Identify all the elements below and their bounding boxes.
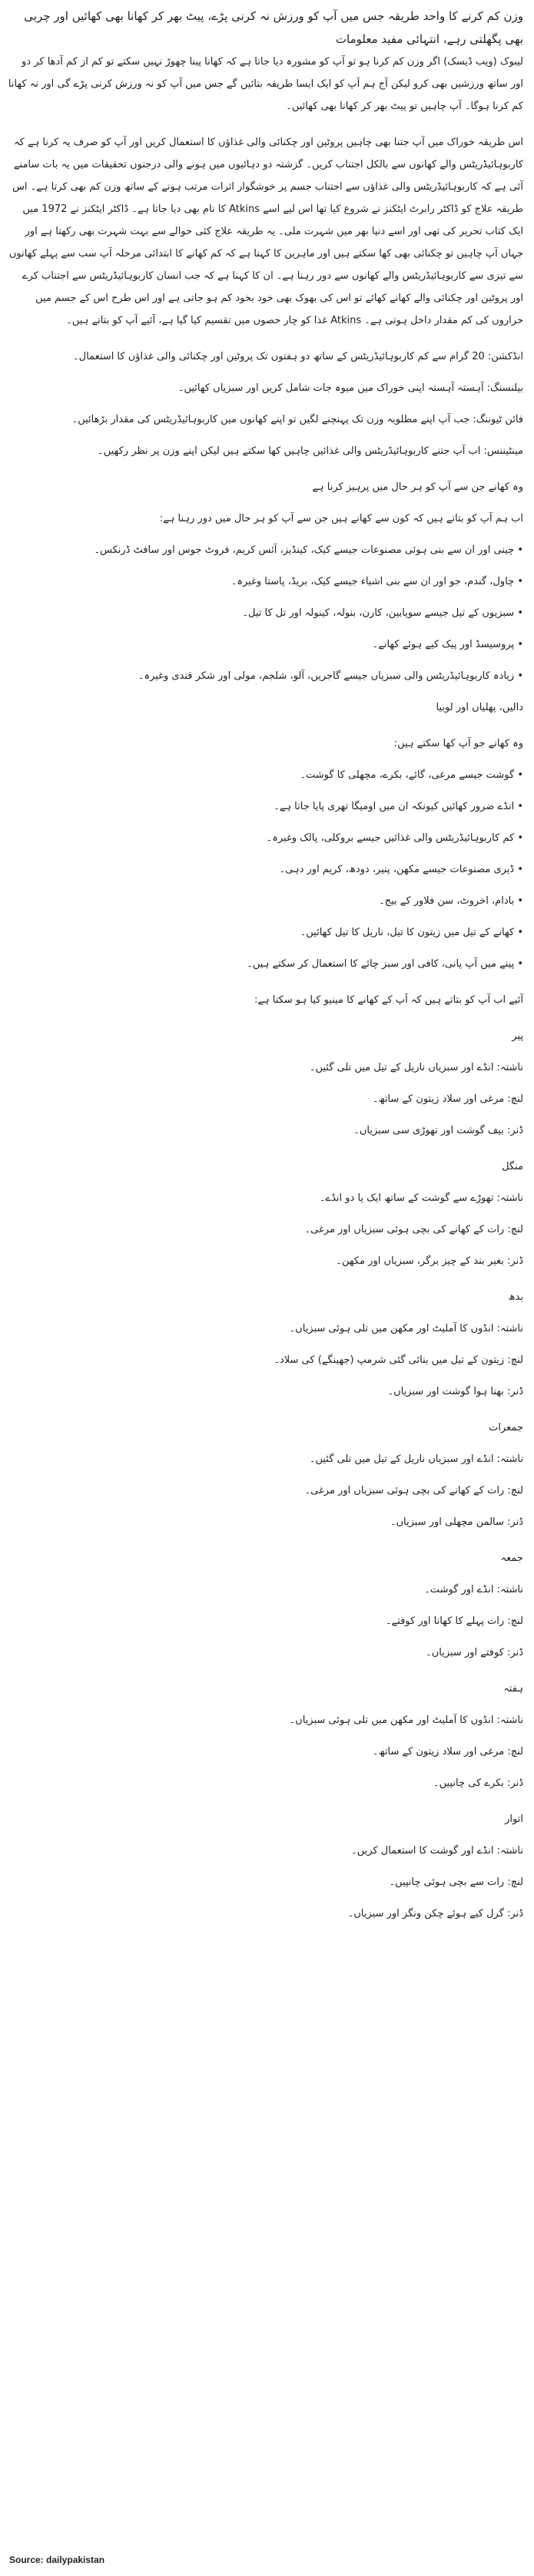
avoid-item: دالیں، پھلیاں اور لوبیا (436, 702, 523, 713)
menu-intro: آئیے اب آپ کو بتاتے ہیں کہ آپ کے کھانے کا مینیو کیا ہو سکتا ہے: (254, 994, 523, 1006)
phase-induction: انڈکشن: 20 گرام سے کم کاربوہائیڈریٹس کے ساتھ دو ہفتوں تک پروٹین اور چکنائی والی غذاؤں کا استعمال۔ (73, 351, 523, 362)
avoid-item: • چاول، گندم، جو اور ان سے بنی اشیاء جیسے کیک، بریڈ، پاستا وغیرہ۔ (231, 576, 523, 587)
meal-dinner: ڈنر: بغیر بند کے چیز برگر، سبزیاں اور مکھن۔ (336, 1255, 523, 1267)
meal-breakfast: ناشتہ: انڈوں کا آملیٹ اور مکھن میں تلی ہوئی سبزیاں۔ (289, 1323, 523, 1334)
avoid-item: • سبزیوں کے تیل جیسے سویابین، کارن، بنولہ، کینولہ اور تل کا تیل۔ (242, 607, 523, 619)
day-heading-monday: پیر (512, 1030, 523, 1042)
phase-maintenance: مینٹیننس: اب آپ جتنے کاربوہائیڈریٹس والی غذائیں چاہیں کھا سکتے ہیں لیکن اپنے وزن پر نظر رکھیں۔ (98, 445, 523, 457)
day-heading-sunday: اتوار (505, 1814, 523, 1825)
intro-paragraph-2: اس طریقہ خوراک میں آپ جتنا بھی چاہیں پروٹین اور چکنائی والی غذاؤں کا استعمال کریں اور آپ کو صرف یہ کرنا ہے کہ کاربوہائیڈریٹس والے کھانوں سے بالکل اجتناب کریں۔ گزشتہ دو دہائیوں میں ہونے والی درجنوں تحقیقات میں یہ بات سامنے آئی ہے کہ کاربوہائیڈریٹس والی غذاؤں سے اجتناب جسم پر خوشگوار اثرات مرتب ہونے کے ساتھ وزن کم بھی کرتا ہے۔ اس طریقہ علاج کو ڈاکٹر رابرٹ ایٹکنز نے شروع کیا تھا اس لیے اسے Atkins کا نام بھی دیا جاتا ہے۔ ڈاکٹر ایٹکنز نے 1972 میں ایک کتاب تحریر کی تھی اور اسے دنیا بھر میں شہرت ملی۔ یہ طریقہ علاج کئی حوالے سے بہت شہرت بھی رکھتا ہے اور جہاں آپ چاہیں تو چکنائی بھی کھا سکتے ہیں اور ماہرین کا کہنا ہے کہ کم کھانے کا ابتدائی مرحلہ آپ سب سے پہلے کھانوں سے تیزی سے کاربوہائیڈریٹس والے کھانوں سے دور رہنا ہے۔ ان کا کہنا ہے کہ جب انسان کاربوہائیڈریٹس سے اجتناب کرے اور پروٹین اور چکنائی والے کھانے کھائے تو اس کی بھوک بھی خود بخود کم ہو جاتی ہے اور اس طرح اس کے جسم میں حراروں کی کم مقدار داخل ہوتی ہے۔ Atkins غذا کو چار حصوں میں تقسیم کیا گیا ہے، آئیے آپ کو بتاتے ہیں۔ (8, 137, 523, 326)
meal-lunch: لنچ: رات سے بچی ہوئی چانپیں۔ (389, 1877, 523, 1888)
eat-item: • انڈے ضرور کھائیں کیونکہ ان میں اومیگا تھری پایا جاتا ہے۔ (274, 801, 523, 812)
meal-lunch: لنچ: زیتون کے تیل میں بنائی گئی شرمپ (جھینگے) کی سلاد۔ (274, 1354, 523, 1366)
meal-breakfast: ناشتہ: انڈے اور گوشت۔ (424, 1584, 523, 1596)
meal-lunch: لنچ: رات کے کھانے کی بچی ہوئی سبزیاں اور مرغی۔ (304, 1485, 523, 1496)
meal-breakfast: ناشتہ: تھوڑے سے گوشت کے ساتھ ایک یا دو انڈے۔ (319, 1192, 523, 1204)
phase-balancing: بیلنسنگ: آہستہ آہستہ اپنی خوراک میں میوہ جات شامل کریں اور سبزیاں کھائیں۔ (177, 382, 523, 394)
intro-paragraph-1: لیبوک (ویب ڈیسک) اگر وزن کم کرنا ہو تو آپ کو مشورہ دیا جاتا ہے کہ کھانا پینا چھوڑ نہیں سکتے تو کم از کم آدھا کر دو اور ساتھ ورزشیں بھی کرو لیکن آج ہم آپ کو ایک ایسا طریقہ بتائیں گے جس میں آپ کو نہ ورزش کرنی پڑے گی اور نہ کھانا کم کرنا ہوگا۔ آپ چاہیں تو پیٹ بھر کر کھانا بھی کھائیں۔ (8, 56, 523, 112)
day-heading-tuesday: منگل (502, 1161, 523, 1172)
day-heading-thursday: جمعرات (489, 1422, 523, 1433)
eat-item: • پینے میں آپ پانی، کافی اور سبز چائے کا استعمال کر سکتے ہیں۔ (247, 958, 523, 970)
source-credit: Source: dailypakistan (9, 2555, 105, 2565)
eat-item: • کھانے کے تیل میں زیتون کا تیل، ناریل کا تیل کھائیں۔ (300, 927, 523, 938)
meal-dinner: ڈنر: بھنا ہوا گوشت اور سبزیاں۔ (387, 1386, 523, 1397)
meal-dinner: ڈنر: گرل کیے ہوئے چکن ونگز اور سبزیاں۔ (347, 1908, 523, 1920)
day-heading-friday: جمعہ (500, 1553, 523, 1564)
phase-fine-tuning: فائن ٹیوننگ: جب آپ اپنے مطلوبہ وزن تک پہنچنے لگیں تو اپنے کھانوں میں کاربوہائیڈریٹس کی مقدار بڑھائیں۔ (71, 414, 523, 425)
meal-breakfast: ناشتہ: انڈے اور سبزیاں ناریل کے تیل میں تلی گئیں۔ (309, 1453, 523, 1465)
article-title: وزن کم کرنے کا واحد طریقہ جس میں آپ کو ورزش نہ کرنی پڑے، پیٹ بھر کر کھانا بھی کھائیں اور چربی بھی پگھلتی رہے، انتہائی مفید معلومات (24, 9, 523, 46)
meal-breakfast: ناشتہ: انڈے اور سبزیاں ناریل کے تیل میں تلی گئیں۔ (309, 1062, 523, 1073)
meal-breakfast: ناشتہ: انڈوں کا آملیٹ اور مکھن میں تلی ہوئی سبزیاں۔ (289, 1715, 523, 1726)
meal-dinner: ڈنر: بیف گوشت اور تھوڑی سی سبزیاں۔ (353, 1125, 523, 1136)
meal-lunch: لنچ: رات کے کھانے کی بچی ہوئی سبزیاں اور مرغی۔ (304, 1224, 523, 1235)
meal-dinner: ڈنر: کوفتے اور سبزیاں۔ (426, 1647, 523, 1658)
eat-item: • ڈیری مصنوعات جیسے مکھن، پنیر، دودھ، کریم اور دہی۔ (279, 864, 523, 875)
avoid-heading: وہ کھانے جن سے آپ کو ہر حال میں پرہیز کرنا ہے (312, 481, 523, 493)
meal-breakfast: ناشتہ: انڈے اور گوشت کا استعمال کریں۔ (351, 1845, 523, 1857)
meal-dinner: ڈنر: سالمن مچھلی اور سبزیاں۔ (390, 1516, 523, 1528)
eat-item: • بادام، اخروٹ، سن فلاور کے بیج۔ (379, 895, 523, 907)
avoid-item: • پروسیسڈ اور پیک کیے ہوئے کھانے۔ (372, 639, 523, 650)
day-heading-saturday: ہفتہ (503, 1683, 523, 1695)
avoid-intro: اب ہم آپ کو بتاتے ہیں کہ کون سے کھانے ہیں جن سے آپ کو ہر حال میں دور رہنا ہے: (159, 513, 523, 524)
eat-item: • کم کاربوہائیڈریٹس والی غذائیں جیسے بروکلی، پالک وغیرہ۔ (266, 832, 523, 844)
avoid-item: • زیادہ کاربوہائیڈریٹس والی سبزیاں جیسے گاجریں، آلو، شلجم، مولی اور شکر قندی وغیرہ۔ (138, 670, 523, 682)
eat-item: • گوشت جیسے مرغی، گائے، بکرے، مچھلی کا گوشت۔ (300, 769, 523, 781)
day-heading-wednesday: بدھ (508, 1291, 523, 1303)
meal-lunch: لنچ: مرغی اور سلاد زیتون کے ساتھ۔ (372, 1746, 523, 1758)
eat-heading: وہ کھانے جو آپ کھا سکتے ہیں: (393, 738, 523, 749)
meal-lunch: لنچ: مرغی اور سلاد زیتون کے ساتھ۔ (372, 1093, 523, 1105)
meal-dinner: ڈنر: بکرے کی چانپیں۔ (433, 1777, 523, 1789)
meal-lunch: لنچ: رات پہلے کا کھانا اور کوفتے۔ (385, 1615, 523, 1627)
avoid-item: • چینی اور ان سے بنی ہوئی مصنوعات جیسے کیک، کینڈیز، آئس کریم، فروٹ جوس اور سافٹ ڈرنکس۔ (94, 544, 523, 556)
